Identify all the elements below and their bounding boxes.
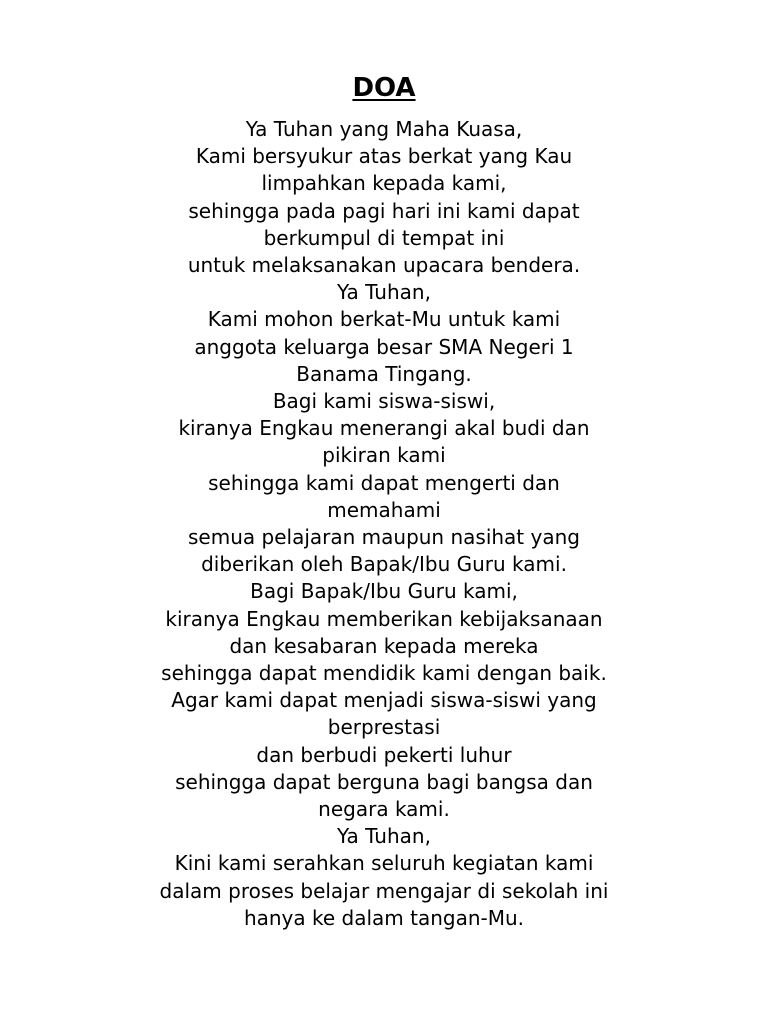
prayer-line: sehingga dapat mendidik kami dengan baik. <box>161 661 607 686</box>
prayer-line: limpahkan kepada kami, <box>261 171 507 196</box>
prayer-line: kiranya Engkau memberikan kebijaksanaan <box>165 606 603 631</box>
prayer-line: semua pelajaran maupun nasihat yang <box>188 525 580 550</box>
prayer-line: Kini kami serahkan seluruh kegiatan kami <box>174 851 594 876</box>
page-title: DOA <box>352 73 416 103</box>
prayer-line: Bagi kami siswa-siswi, <box>272 389 496 414</box>
prayer-line: diberikan oleh Bapak/Ibu Guru kami. <box>201 552 567 577</box>
prayer-line: dan berbudi pekerti luhur <box>256 742 512 767</box>
prayer-line: Ya Tuhan, <box>337 280 431 305</box>
prayer-line: untuk melaksanakan upacara bendera. <box>187 253 581 278</box>
prayer-line: anggota keluarga besar SMA Negeri 1 <box>194 334 574 359</box>
prayer-line: Kami bersyukur atas berkat yang Kau <box>195 144 573 169</box>
prayer-line: pikiran kami <box>322 443 446 468</box>
prayer-line: Agar kami dapat menjadi siswa-siswi yang <box>171 688 597 713</box>
prayer-line: memahami <box>327 497 441 522</box>
prayer-line: dan kesabaran kepada mereka <box>229 633 539 658</box>
prayer-line: sehingga dapat berguna bagi bangsa dan <box>175 769 593 794</box>
prayer-line: dalam proses belajar mengajar di sekolah ini <box>159 878 609 903</box>
prayer-body <box>0 116 768 932</box>
prayer-line: Ya Tuhan yang Maha Kuasa, <box>245 117 523 141</box>
prayer-line: Bagi Bapak/Ibu Guru kami, <box>250 579 518 604</box>
prayer-line: berprestasi <box>327 715 441 740</box>
prayer-line: kiranya Engkau menerangi akal budi dan <box>178 416 590 441</box>
prayer-line: Ya Tuhan, <box>337 824 431 849</box>
prayer-line: Kami mohon berkat-Mu untuk kami <box>207 307 561 332</box>
prayer-line: berkumpul di tempat ini <box>263 225 505 250</box>
prayer-line: hanya ke dalam tangan-Mu. <box>243 905 525 930</box>
prayer-line: sehingga kami dapat mengerti dan <box>208 470 560 495</box>
prayer-line: negara kami. <box>318 797 450 822</box>
prayer-line: Banama Tingang. <box>296 361 472 386</box>
prayer-line: sehingga pada pagi hari ini kami dapat <box>188 198 580 223</box>
